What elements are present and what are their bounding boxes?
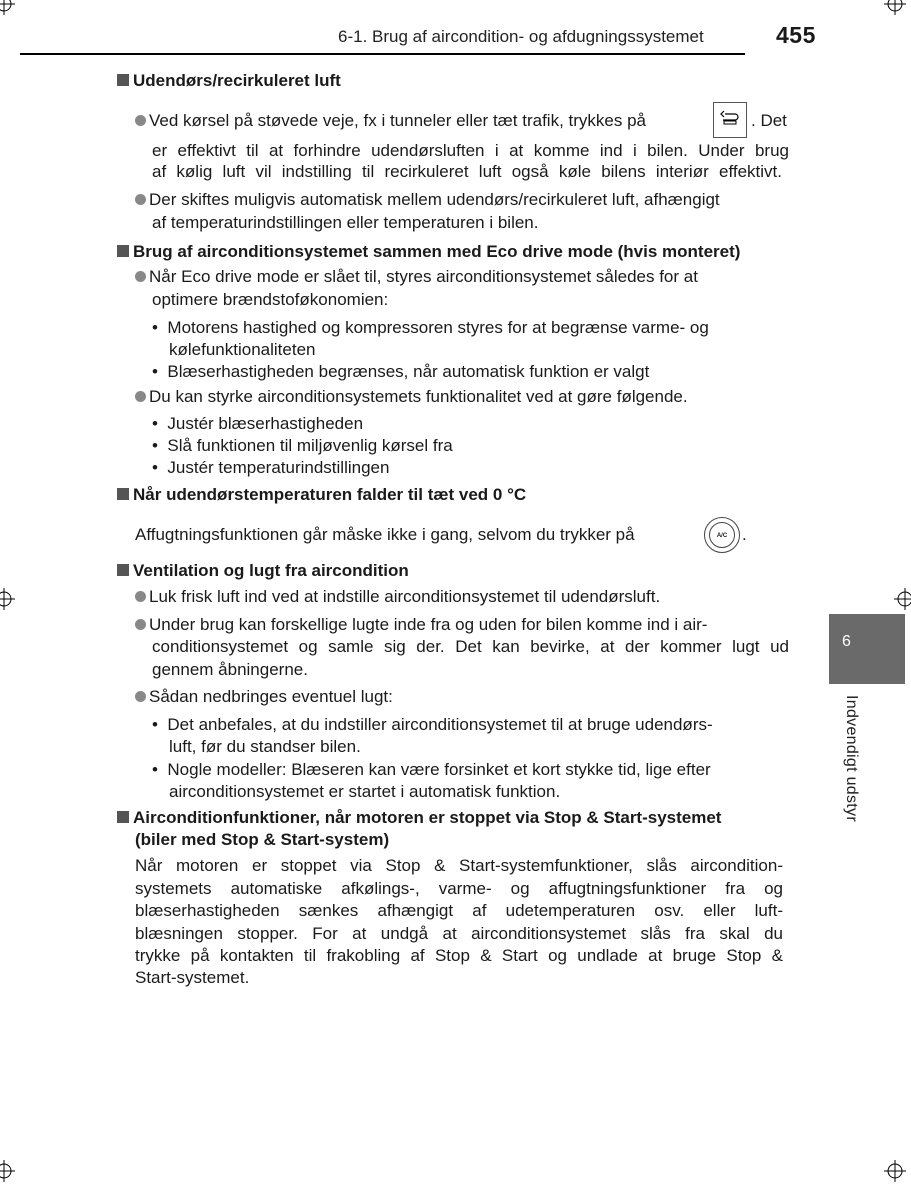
- sub-bullet-icon: •: [152, 362, 168, 381]
- sub-bullet-icon: •: [152, 458, 168, 477]
- bullet-dot-icon: [135, 691, 146, 702]
- bullet-line: Du kan styrke airconditionsystemets funktionalitet ved at gøre følgende.: [135, 387, 688, 407]
- text-line: blæsningen stopper. For at undgå at airconditionsystemet slås fra skal du: [135, 924, 783, 943]
- text-line: trykke på kontakten til frakobling af Stop & Start og undlade at bruge Stop &: [135, 946, 783, 965]
- bullet-dot-icon: [135, 194, 146, 205]
- text-line: af kølig luft vil indstilling til recirkuleret luft også køle bilens interiør effektivt.: [152, 162, 782, 181]
- section-heading: Udendørs/recirkuleret luft: [117, 71, 341, 91]
- text-line: conditionsystemet og samle sig der. Det kan bevirke, at der kommer lugt ud: [152, 637, 789, 656]
- registration-mark-top-right: [884, 0, 906, 15]
- text-line: Start-systemet.: [135, 968, 250, 987]
- sub-bullet-line: • Det anbefales, at du indstiller airconditionsystemet til at bruge udendørs-: [152, 715, 713, 734]
- header-rule: [20, 53, 745, 55]
- chapter-tab-number: 6: [842, 633, 851, 650]
- section-square-icon: [117, 488, 129, 500]
- section-square-icon: [117, 245, 129, 257]
- text-line: . Det: [751, 111, 787, 130]
- sub-bullet-line: • Blæserhastigheden begrænses, når automatisk funktion er valgt: [152, 362, 650, 381]
- sub-bullet-line: • Justér blæserhastigheden: [152, 414, 364, 433]
- recirculation-button-icon: [713, 102, 747, 138]
- chapter-tab: [829, 614, 905, 684]
- text-line: airconditionsystemet er startet i automatisk funktion.: [169, 782, 561, 801]
- text-line: gennem åbningerne.: [152, 660, 308, 679]
- text-line: blæserhastigheden sænkes afhængigt af udetemperaturen osv. eller luft-: [135, 901, 783, 920]
- section-square-icon: [117, 564, 129, 576]
- text-line: Affugtningsfunktionen går måske ikke i gang, selvom du trykker på: [135, 525, 635, 544]
- bullet-line: Ved kørsel på støvede veje, fx i tunneler eller tæt trafik, trykkes på: [135, 111, 646, 131]
- bullet-dot-icon: [135, 271, 146, 282]
- sub-bullet-icon: •: [152, 318, 168, 337]
- text-line: kølefunktionaliteten: [169, 340, 316, 359]
- bullet-line: Sådan nedbringes eventuel lugt:: [135, 687, 393, 707]
- text-line: Når motoren er stoppet via Stop & Start-systemfunktioner, slås aircondition-: [135, 856, 783, 875]
- bullet-dot-icon: [135, 591, 146, 602]
- text-line: af temperaturindstillingen eller temperaturen i bilen.: [152, 213, 539, 232]
- chapter-title: 6-1. Brug af aircondition- og afdugningssystemet: [338, 27, 704, 46]
- bullet-line: Når Eco drive mode er slået til, styres airconditionsystemet således for at: [135, 267, 698, 287]
- chapter-tab-label: Indvendigt udstyr: [843, 695, 860, 822]
- bullet-line: Der skiftes muligvis automatisk mellem udendørs/recirkuleret luft, afhængigt: [135, 190, 790, 210]
- text-line: luft, før du standser bilen.: [169, 737, 361, 756]
- bullet-dot-icon: [135, 391, 146, 402]
- registration-mark-mid-right: [894, 588, 911, 610]
- bullet-dot-icon: [135, 619, 146, 630]
- section-heading: Når udendørstemperaturen falder til tæt ved 0 °C: [117, 485, 526, 505]
- section-heading: Ventilation og lugt fra aircondition: [117, 561, 409, 581]
- registration-mark-bottom-right: [884, 1160, 906, 1182]
- page-number: 455: [776, 22, 816, 48]
- sub-bullet-icon: •: [152, 715, 168, 734]
- text-line: systemets automatiske afkølings-, varme- og affugtningsfunktioner fra og: [135, 879, 783, 898]
- sub-bullet-line: • Slå funktionen til miljøvenlig kørsel fra: [152, 436, 453, 455]
- text-line: er effektivt til at forhindre udendørsluften i at komme ind i bilen. Under brug: [152, 141, 789, 160]
- sub-bullet-icon: •: [152, 436, 168, 455]
- registration-mark-bottom-left: [0, 1160, 15, 1182]
- registration-mark-top-left: [0, 0, 15, 15]
- section-square-icon: [117, 811, 129, 823]
- sub-bullet-line: • Justér temperaturindstillingen: [152, 458, 390, 477]
- sub-bullet-line: • Nogle modeller: Blæseren kan være forsinket et kort stykke tid, lige efter: [152, 760, 711, 779]
- sub-bullet-icon: •: [152, 414, 168, 433]
- bullet-line: Luk frisk luft ind ved at indstille airconditionsystemet til udendørsluft.: [135, 587, 660, 607]
- registration-mark-mid-left: [0, 588, 15, 610]
- section-square-icon: [117, 74, 129, 86]
- sub-bullet-line: • Motorens hastighed og kompressoren styres for at begrænse varme- og: [152, 318, 709, 337]
- bullet-line: Under brug kan forskellige lugte inde fra og uden for bilen komme ind i air-: [135, 615, 707, 635]
- section-heading: Brug af airconditionsystemet sammen med Eco drive mode (hvis monteret): [117, 242, 740, 262]
- bullet-dot-icon: [135, 115, 146, 126]
- section-heading: Airconditionfunktioner, når motoren er stoppet via Stop & Start-systemet: [117, 808, 721, 828]
- sub-bullet-icon: •: [152, 760, 168, 779]
- text-line: .: [742, 525, 747, 544]
- ac-button-icon: A/C: [704, 517, 740, 553]
- section-heading-continued: (biler med Stop & Start-system): [135, 830, 390, 849]
- text-line: optimere brændstoføkonomien:: [152, 290, 389, 309]
